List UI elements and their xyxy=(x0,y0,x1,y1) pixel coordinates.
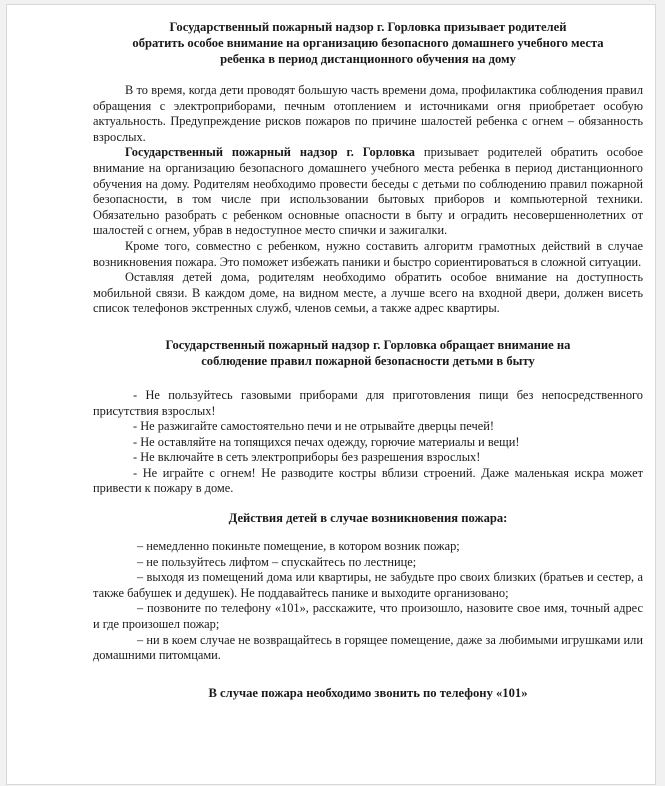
intro-paragraph-2-text: призывает родителей обратить особое внимание на организацию безопасного домашнего учебного места ребенка в период дистанционного обучения на дому. Родителям необходимо провести беседы с детьми по соблюдению правил пожарной безопасности, в том числе при использовании бытовых приборов и компьютерной техники. Обязательно разобрать с ребенком основные опасности в быту и оградить несовершеннолетних от шалостей с огнем, убрав в недоступное место спички и зажигалки. xyxy=(93,145,643,238)
rules-title-line-1: Государственный пожарный надзор г. Горловка обращает внимание на xyxy=(165,337,571,352)
document-page xyxy=(6,4,656,785)
action-item: – выходя из помещений дома или квартиры, не забудьте про своих близких (братьев и сестер, а также бабушек и дедушек). Не поддавайтесь панике и выходите организовано; xyxy=(93,570,643,600)
title-line-1: Государственный пожарный надзор г. Горловка призывает родителей xyxy=(169,20,567,34)
rule-item: - Не оставляйте на топящихся печах одежду, горючие материалы и вещи! xyxy=(133,434,520,449)
intro-paragraph-4: Оставляя детей дома, родителям необходимо обратить особое внимание на доступность мобильной связи. В каждом доме, на видном месте, а лучше всего на входной двери, должен висеть список телефонов экстренных служб, членов семьи, а также адрес квартиры. xyxy=(93,270,643,316)
intro-paragraph-2-bold: Государственный пожарный надзор г. Горловка xyxy=(125,145,416,160)
document-content xyxy=(93,19,643,701)
action-item: – ни в коем случае не возвращайтесь в горящее помещение, даже за любимыми игрушками или домашними питомцами. xyxy=(93,632,643,663)
action-item: – немедленно покиньте помещение, в котором возник пожар; xyxy=(137,539,460,554)
rule-item: - Не включайте в сеть электроприборы без разрешения взрослых! xyxy=(133,450,481,465)
rules-section-title xyxy=(93,337,643,369)
intro-paragraph-3: Кроме того, совместно с ребенком, нужно составить алгоритм грамотных действий в случае возникновения пожара. Это поможет избежать паники и быстро сориентироваться в сложной ситуации. xyxy=(93,238,643,269)
final-call-line: В случае пожара необходимо звонить по телефону «101» xyxy=(208,685,528,700)
intro-paragraph-2 xyxy=(93,145,643,239)
rule-item: - Не разжигайте самостоятельно печи и не отрывайте дверцы печей! xyxy=(133,419,494,434)
title-line-2: обратить особое внимание на организацию безопасного домашнего учебного места xyxy=(132,36,604,50)
action-item: – позвоните по телефону «101», расскажите, что произошло, назовите свое имя, точный адрес и где произошел пожар; xyxy=(93,601,643,632)
rule-item: - Не пользуйтесь газовыми приборами для приготовления пищи без непосредственного присутствия взрослых! xyxy=(93,387,643,418)
rules-list xyxy=(93,388,643,497)
title-line-3: ребенка в период дистанционного обучения на дому xyxy=(220,52,516,66)
rules-title-line-2: соблюдение правил пожарной безопасности детьми в быту xyxy=(201,353,535,368)
document-title xyxy=(93,19,643,67)
actions-section-title: Действия детей в случае возникновения пожара: xyxy=(228,511,508,526)
intro-paragraph-1: В то время, когда дети проводят большую часть времени дома, профилактика соблюдения правил обращения с электроприборами, печным отоплением и источниками огня приобретает особую актуальность. Предупреждение рисков пожаров по причине шалостей ребенка с огнем – обязанность взрослых. xyxy=(93,83,643,144)
actions-list xyxy=(93,539,643,664)
rule-item: - Не играйте с огнем! Не разводите костры вблизи строений. Даже маленькая искра может привести к пожару в доме. xyxy=(93,465,643,496)
action-item: – не пользуйтесь лифтом – спускайтесь по лестнице; xyxy=(137,554,417,569)
